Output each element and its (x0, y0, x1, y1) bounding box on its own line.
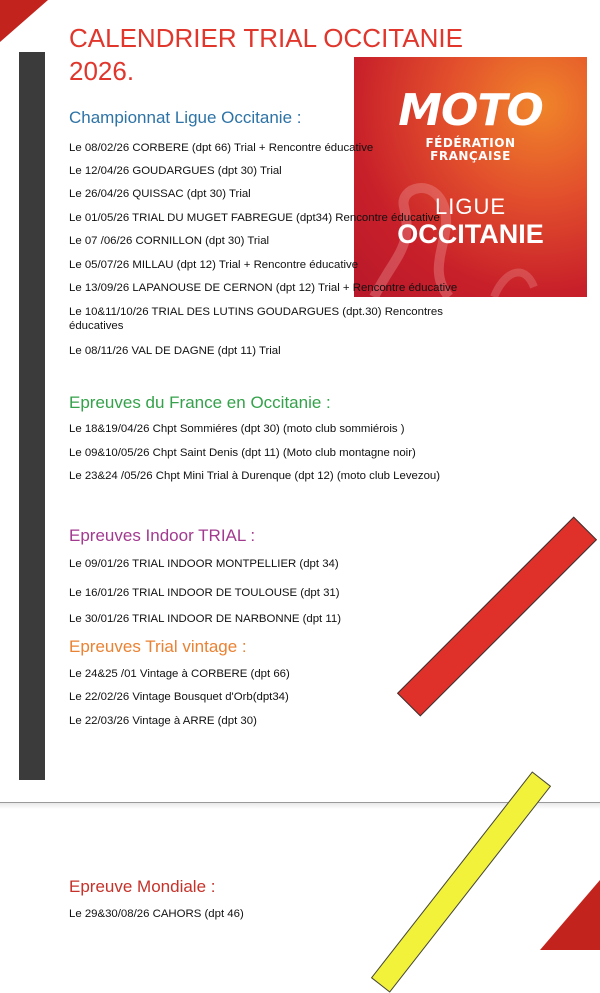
calendar-entry: Le 08/02/26 CORBERE (dpt 66) Trial + Rencontre éducative (69, 142, 374, 154)
calendar-entry: Le 18&19/04/26 Chpt Sommiéres (dpt 30) (moto club sommiérois ) (69, 423, 405, 435)
calendar-entry: Le 09/01/26 TRIAL INDOOR MONTPELLIER (dpt 34) (69, 558, 339, 570)
calendar-entry: Le 26/04/26 QUISSAC (dpt 30) Trial (69, 188, 251, 200)
logo-federation-line2: FRANÇAISE (430, 149, 511, 163)
calendar-entry: Le 24&25 /01 Vintage à CORBERE (dpt 66) (69, 668, 290, 680)
logo-ligue-text: LIGUE (434, 194, 507, 219)
corner-decoration-top-left (0, 0, 48, 42)
section-heading-france: Epreuves du France en Occitanie : (69, 393, 331, 412)
section-heading-vintage: Epreuves Trial vintage : (69, 637, 247, 656)
calendar-entry: Le 09&10/05/26 Chpt Saint Denis (dpt 11) (Moto club montagne noir) (69, 447, 416, 459)
calendar-entry: Le 08/11/26 VAL DE DAGNE (dpt 11) Trial (69, 345, 281, 357)
section-heading-indoor: Epreuves Indoor TRIAL : (69, 526, 256, 545)
logo-federation-line1: FÉDÉRATION (425, 136, 516, 150)
calendar-entry: Le 01/05/26 TRIAL DU MUGET FABREGUE (dpt34) Rencontre éducative (69, 212, 440, 224)
calendar-entry: Le 22/02/26 Vintage Bousquet d'Orb(dpt34) (69, 691, 289, 703)
sidebar-bar (19, 52, 45, 780)
calendar-entry: Le 23&24 /05/26 Chpt Mini Trial à Durenque (dpt 12) (moto club Levezou) (69, 470, 441, 482)
calendar-entry: Le 16/01/26 TRIAL INDOOR DE TOULOUSE (dpt 31) (69, 587, 340, 599)
corner-decoration-bottom-right (540, 880, 600, 950)
calendar-entry: Le 12/04/26 GOUDARGUES (dpt 30) Trial (69, 165, 282, 177)
calendar-entry: Le 07 /06/26 CORNILLON (dpt 30) Trial (69, 235, 270, 247)
calendar-entry: Le 05/07/26 MILLAU (dpt 12) Trial + Rencontre éducative (69, 259, 359, 271)
logo-occitanie-text: OCCITANIE (397, 219, 544, 249)
calendar-entry: Le 13/09/26 LAPANOUSE DE CERNON (dpt 12) Trial + Rencontre éducative (69, 282, 458, 294)
calendar-entry: Le 22/03/26 Vintage à ARRE (dpt 30) (69, 715, 257, 727)
logo-moto-text: MOTO (398, 85, 543, 136)
calendar-entry: Le 29&30/08/26 CAHORS (dpt 46) (69, 908, 244, 920)
section-heading-mondiale: Epreuve Mondiale : (69, 877, 216, 896)
calendar-entry: Le 10&11/10/26 TRIAL DES LUTINS GOUDARGUES (dpt.30) Rencontres éducatives (69, 306, 443, 332)
page-title: CALENDRIER TRIAL OCCITANIE 2026. (69, 23, 463, 86)
section-heading-championnat: Championnat Ligue Occitanie : (69, 108, 302, 127)
calendar-entry: Le 30/01/26 TRIAL INDOOR DE NARBONNE (dpt 11) (69, 613, 342, 625)
